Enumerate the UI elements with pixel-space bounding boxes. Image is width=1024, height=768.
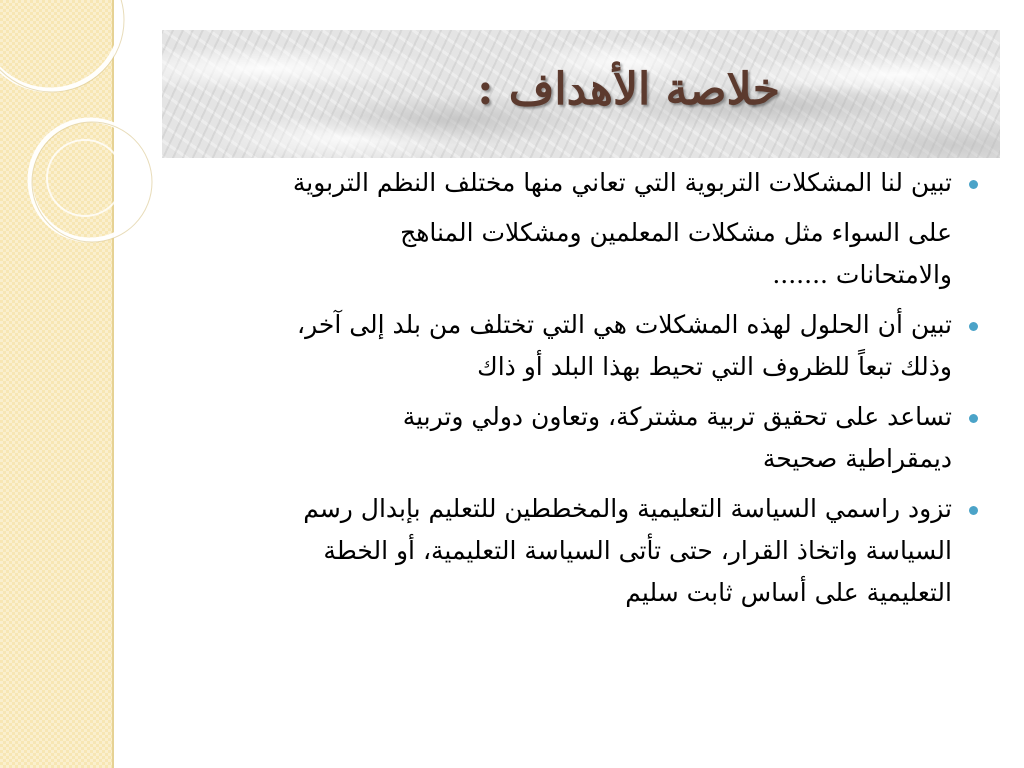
bullet-line: تبين لنا المشكلات التربوية التي تعاني منها مختلف النظم التربوية [292,168,952,197]
bullet-item [140,488,990,614]
bullet-line: ديمقراطية صحيحة [762,444,952,473]
bullet-item [140,162,990,296]
bullet-line: التعليمية على أساس ثابت سليم [625,578,952,607]
bullet-dot-icon [969,506,978,515]
slide-content [140,162,990,622]
bullet-line: تساعد على تحقيق تربية مشتركة، وتعاون دولي وتربية [402,402,952,431]
bullet-item [140,396,990,480]
bullet-dot-icon [969,322,978,331]
bullet-dot-icon [969,180,978,189]
bullet-item [140,304,990,388]
slide-title: خلاصة الأهداف : [477,64,780,115]
bullet-line: السياسة واتخاذ القرار، حتى تأتى السياسة التعليمية، أو الخطة [323,536,952,565]
decorative-ring-top [0,0,122,90]
bullet-line: على السواء مثل مشكلات المعلمين ومشكلات المناهج [400,218,952,247]
decorative-ring-inner [47,140,123,216]
bullet-line: تبين أن الحلول لهذه المشكلات هي التي تختلف من بلد إلى آخر، [297,310,952,339]
bullet-dot-icon [969,414,978,423]
bullet-list [140,162,990,614]
bullet-line: تزود راسمي السياسة التعليمية والمخططين للتعليم بإبدال رسم [303,494,952,523]
bullet-line: وذلك تبعاً للظروف التي تحيط بهذا البلد أو ذاك [477,352,952,381]
decorative-ring-top-shadow [0,0,124,92]
bullet-line: والامتحانات ....... [772,260,952,289]
